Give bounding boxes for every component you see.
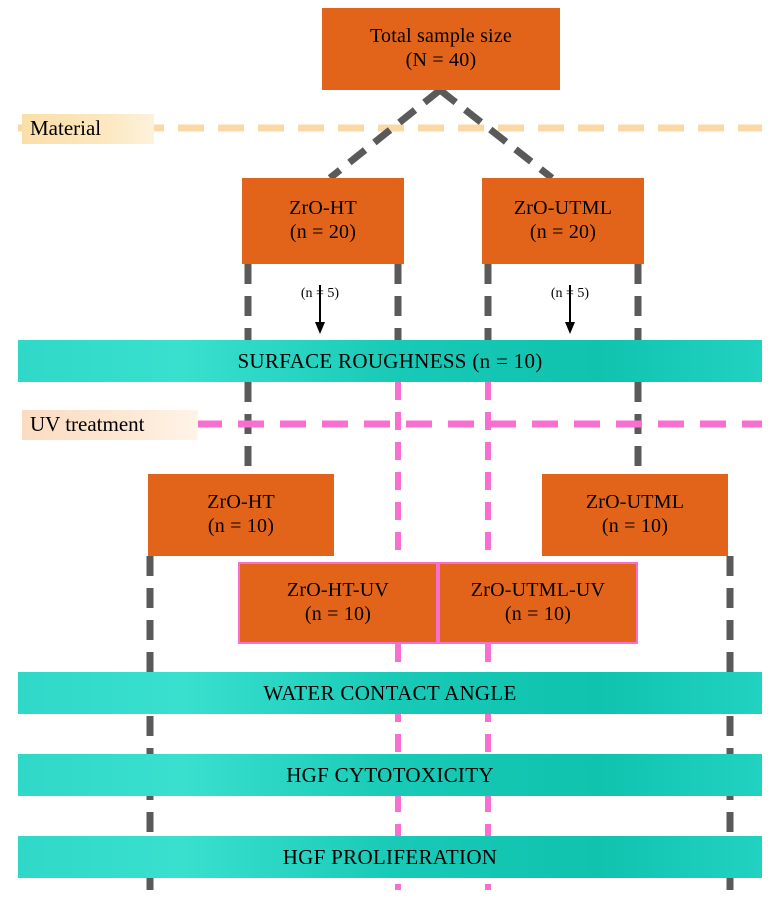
- band-label: HGF PROLIFERATION: [282, 844, 498, 869]
- node-label-line1: ZrO-UTML-UV: [470, 579, 606, 602]
- node-label-line1: ZrO-UTML: [585, 491, 685, 514]
- band-hgf-proliferation: [18, 836, 762, 878]
- node-label-line1: ZrO-HT: [289, 197, 357, 220]
- subset-label-text: (n = 5): [300, 286, 340, 301]
- node-zro-ht-20: [242, 178, 404, 264]
- node-label-line1: Total sample size: [370, 25, 512, 48]
- band-label: WATER CONTACT ANGLE: [263, 680, 517, 705]
- subset-label-text: (n = 5): [550, 286, 590, 301]
- node-total-sample-size: [322, 8, 560, 90]
- node-label-line2: (n = 10): [504, 603, 572, 625]
- band-water-contact-angle: [18, 672, 762, 714]
- node-label-line2: (n = 10): [601, 515, 669, 537]
- phase-label-uv-treatment: [22, 410, 198, 440]
- node-label-line1: ZrO-HT-UV: [286, 579, 390, 602]
- node-label-line2: (n = 10): [304, 603, 372, 625]
- node-zro-utml-20: [482, 178, 644, 264]
- node-label-line2: (n = 10): [207, 515, 275, 537]
- band-hgf-cytotoxicity: [18, 754, 762, 796]
- node-label-line2: (N = 40): [405, 49, 477, 71]
- node-zro-utml-uv-10: [438, 562, 638, 644]
- node-label-line1: ZrO-HT: [207, 491, 275, 514]
- node-zro-ht-uv-10: [238, 562, 438, 644]
- node-zro-utml-10: [542, 474, 728, 556]
- node-label-line2: (n = 20): [529, 221, 597, 243]
- node-zro-ht-10: [148, 474, 334, 556]
- phase-label-uv-text: UV treatment: [30, 411, 145, 436]
- subset-label-ht-n5: [290, 286, 350, 302]
- phase-label-material-text: Material: [30, 115, 102, 140]
- band-label: HGF CYTOTOXICITY: [286, 762, 494, 787]
- node-label-line2: (n = 20): [289, 221, 357, 243]
- node-label-line1: ZrO-UTML: [513, 197, 613, 220]
- band-surface-roughness: [18, 340, 762, 382]
- phase-label-material: [22, 114, 154, 144]
- band-label: SURFACE ROUGHNESS (n = 10): [237, 348, 543, 373]
- subset-label-utml-n5: [540, 286, 600, 302]
